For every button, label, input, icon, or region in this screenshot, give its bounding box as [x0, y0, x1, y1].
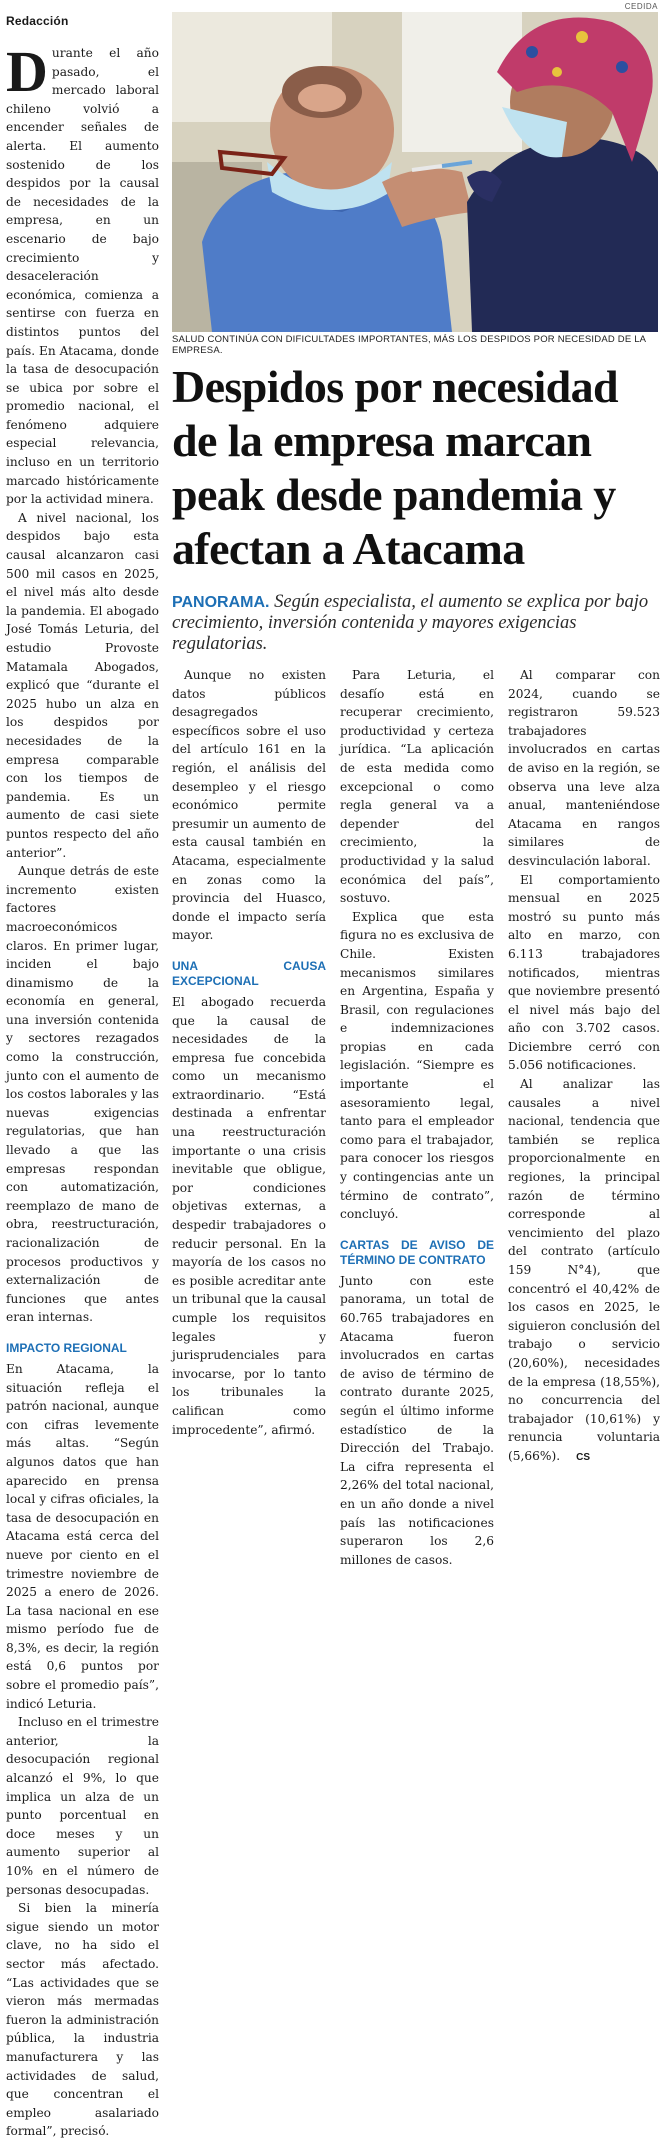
- article-paragraph: Incluso en el trimestre anterior, la desocupación regional alcanzó el 9%, lo que implica un alza de un punto porcentual en doce meses y un aumento superior al 10% en el número de personas desocupadas.: [6, 1715, 159, 1897]
- article-column-3: [340, 666, 494, 1569]
- article-paragraph: Aunque no existen datos públicos desagregados específicos sobre el uso del artículo 161 en la región, el análisis del desempleo y el riesgo económico permite presumir un aumento de esta causal también en Atacama, especialmente en zonas como la provincia del Huasco, donde el impacto sería mayor.: [172, 668, 326, 943]
- article-paragraph: El comportamiento mensual en 2025 mostró su punto más alto en marzo, con 6.113 trabajadores notificados, mientras que noviembre presentó el nivel más bajo del año con 3.702 casos. Diciembre cerró con 5.056 notificaciones.: [508, 872, 660, 1073]
- section-heading: CARTAS DE AVISO DE TÉRMINO DE CONTRATO: [340, 1237, 494, 1267]
- photo-credit: CEDIDA: [624, 2, 658, 11]
- article-paragraph: En Atacama, la situación refleja el patrón nacional, aunque con cifras levemente más altas. “Según algunos datos que han aparecido en prensa local y cifras oficiales, la tasa de desocupación en Atacama está cerca del nueve por ciento en el trimestre noviembre de 2025 a enero de 2026. La tasa nacional en ese mismo período fue de 8,3%, es decir, la región está 0,6 puntos por sobre el promedio país”, indicó Leturia.: [6, 1361, 159, 1711]
- article-column-2: [172, 666, 326, 1439]
- article-paragraph: Si bien la minería sigue siendo un motor clave, no ha sido el sector más afectado. “Las actividades que se vieron más mermadas fueron la administración pública, la industria manufacturera y las actividades de salud, que concentran el empleo asalariado formal”, precisó.: [6, 1901, 159, 2139]
- byline: Redacción: [6, 14, 69, 28]
- article-paragraph: A nivel nacional, los despidos bajo esta causal alcanzaron casi 500 mil casos en 2025, el nivel más alto desde la pandemia. El abogado José Tomás Leturia, del estudio Provoste Matamala Abogados, explicó que “durante el 2025 hubo un alza en los despidos por necesidades de la empresa comparable con los tiempos de pandemia. Es un aumento de casi siete puntos respecto del año anterior”.: [6, 510, 159, 860]
- paragraph-text: Al analizar las causales a nivel nacional, tendencia que también se replica proporcionalmente en regiones, la principal razón de término corresponde al vencimiento del plazo del contrato (artículo 159 N°4), que concentró el 40,42% de los casos en 2025, le siguieron conclusión del trabajo o servicio (20,60%), necesidades de la empresa (18,55%), no concurrencia del trabajador (10,61%) y renuncia voluntaria (5,66%).: [508, 1077, 660, 1463]
- article-photo: [172, 12, 658, 332]
- drop-cap: D: [6, 39, 48, 104]
- article-paragraph: Para Leturia, el desafío está en recuperar crecimiento, productividad y certeza jurídica. “La aplicación de esta medida como excepcional o como regla general va a depender del crecimiento, la productividad y la salud económica del país”, sostuvo.: [340, 668, 494, 906]
- article-paragraph: El abogado recuerda que la causal de necesidades de la empresa fue concebida como un mecanismo extraordinario. “Está destinada a enfrentar una reestructuración importante o una crisis inevitable que obligue, por condiciones objetivas externas, a despedir trabajadores o reducir personal. En la mayoría de los casos no es posible acreditar ante un tribunal que la causal cumple los requisitos legales y jurisprudenciales para invocarse, por lo tanto los tribunales la califican como improcedente”, afirmó.: [172, 994, 326, 1437]
- article-column-1: [6, 39, 160, 2141]
- vaccination-photo-illustration: [172, 12, 658, 332]
- headline: Despidos por necesidad de la empresa marcan peak desde pandemia y afectan a Atacama: [172, 361, 619, 574]
- paragraph-text: urante el año pasado, el mercado laboral chileno volvió a encender señales de alerta. El aumento sostenido de los despidos por la causal de necesidades de la empresa, en un escenario de bajo crecimiento y desaceleración económica, comienza a sentirse con fuerza en distintos puntos del país. En Atacama, donde la tasa de desocupación se ubica por sobre el promedio nacional, el fenómeno adquiere especial relevancia, incluso en un territorio marcado históricamente por la actividad minera.: [6, 46, 160, 507]
- photo-caption: SALUD CONTINÚA CON DIFICULTADES IMPORTANTES, MÁS LOS DESPIDOS POR NECESIDAD DE LA EMPRESA.: [172, 334, 646, 356]
- deck: [172, 592, 658, 655]
- article-column-4: [508, 666, 660, 1468]
- article-paragraph: [508, 1075, 660, 1467]
- article-paragraph: Junto con este panorama, un total de 60.765 trabajadores en Atacama fueron involucrados en cartas de aviso de término de contrato durante 2025, según el último informe estadístico de la Dirección del Trabajo. La cifra representa el 2,26% del total nacional, en un año donde a nivel país las notificaciones superaron los 2,6 millones de casos.: [340, 1273, 494, 1567]
- article-paragraph: [6, 39, 160, 509]
- section-heading: UNA CAUSA EXCEPCIONAL: [172, 958, 326, 988]
- article-paragraph: Al comparar con 2024, cuando se registraron 59.523 trabajadores involucrados en cartas de aviso en la región, se observa una leve alza anual, manteniéndose Atacama en rangos similares de desvinculación laboral.: [508, 668, 660, 868]
- end-mark: CS: [576, 1451, 591, 1463]
- deck-kicker: PANORAMA.: [172, 594, 270, 611]
- section-heading: IMPACTO REGIONAL: [6, 1340, 127, 1355]
- article-paragraph: Aunque detrás de este incremento existen factores macroeconómicos claros. En primer lugar, inciden el bajo dinamismo de la economía en general, una inversión contenida y sectores rezagados como la construcción, junto con el aumento de los costos laborales y las nuevas exigencias regulatorias, que han llevado a que las empresas respondan con automatización, reemplazo de mano de obra, reestructuración, racionalización de procesos productivos y externalización de funciones que antes eran internas.: [6, 864, 159, 1325]
- deck-text: Según especialista, el aumento se explica por bajo crecimiento, inversión contenida y mayores exigencias regulatorias.: [172, 592, 649, 654]
- article-paragraph: Explica que esta figura no es exclusiva de Chile. Existen mecanismos similares en Argentina, España y Brasil, con regulaciones e indemnizaciones propias en cada legislación. “Siempre es importante el asesoramiento legal, tanto para el empleador como para el trabajador, para conocer los riesgos y contingencias ante un término de contrato”, concluyó.: [340, 909, 494, 1222]
